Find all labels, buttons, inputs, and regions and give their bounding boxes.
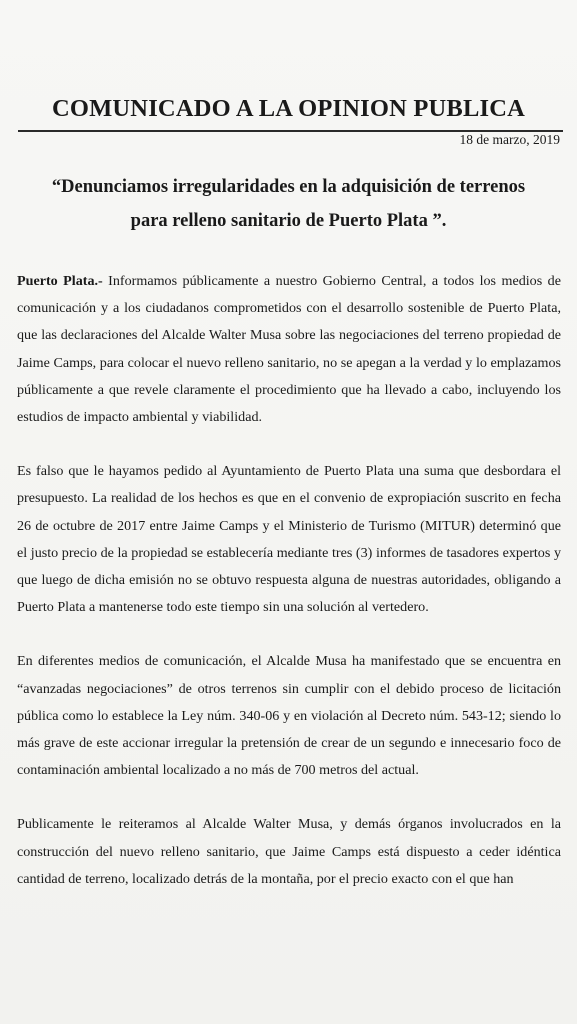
paragraph-4: Publicamente le reiteramos al Alcalde Walter Musa, y demás órganos involucrados en la construcción del nuevo relleno sanitario, que Jaime Camps está dispuesto a ceder idéntica cantidad de terreno, localizado detrás de la montaña, por el precio exacto con el que han bbox=[17, 816, 561, 887]
headline-line-2: para relleno sanitario de Puerto Plata ”. bbox=[130, 211, 447, 231]
paragraph-lead: Puerto Plata.- bbox=[17, 273, 103, 289]
paragraph-1 bbox=[17, 268, 561, 431]
paragraph-3: En diferentes medios de comunicación, el Alcalde Musa ha manifestado que se encuentra en “avanzadas negociaciones” de otros terrenos sin cumplir con el debido proceso de licitación pública como lo establece la Ley núm. 340-06 y en violación al Decreto núm. 543-12; siendo lo más grave de este accionar irregular la pretensión de crear de un segundo e innecesario foco de contaminación ambiental localizado a no más de 700 metros del actual. bbox=[17, 653, 561, 779]
headline-line-1: “Denunciamos irregularidades en la adquisición de terrenos bbox=[51, 177, 526, 197]
document-date: 18 de marzo, 2019 bbox=[459, 132, 560, 147]
paragraph-text: Informamos públicamente a nuestro Gobierno Central, a todos los medios de comunicación y a los ciudadanos comprometidos con el desarrollo sostenible de Puerto Plata, que las declaraciones del Alcalde Walter Musa sobre las negociaciones del terreno propiedad de Jaime Camps, para colocar el nuevo relleno sanitario, no se apegan a la verdad y lo emplazamos públicamente a que revele claramente el procedimiento que ha llevado a cabo, incluyendo los estudios de impacto ambiental y viabilidad. bbox=[17, 273, 561, 426]
document-body bbox=[17, 268, 561, 920]
paragraph-2: Es falso que le hayamos pedido al Ayuntamiento de Puerto Plata una suma que desbordara el presupuesto. La realidad de los hechos es que en el convenio de expropiación suscrito en fecha 26 de octubre de 2017 entre Jaime Camps y el Ministerio de Turismo (MITUR) determinó que el justo precio de la propiedad se establecería mediante tres (3) informes de tasadores expertos y que luego de dicha emisión no se obtuvo respuesta alguna de nuestras autoridades, obligando a Puerto Plata a mantenerse todo este tiempo sin una solución al vertedero. bbox=[17, 463, 561, 616]
headline bbox=[0, 170, 577, 238]
document-title: COMUNICADO A LA OPINION PUBLICA bbox=[51, 95, 526, 122]
